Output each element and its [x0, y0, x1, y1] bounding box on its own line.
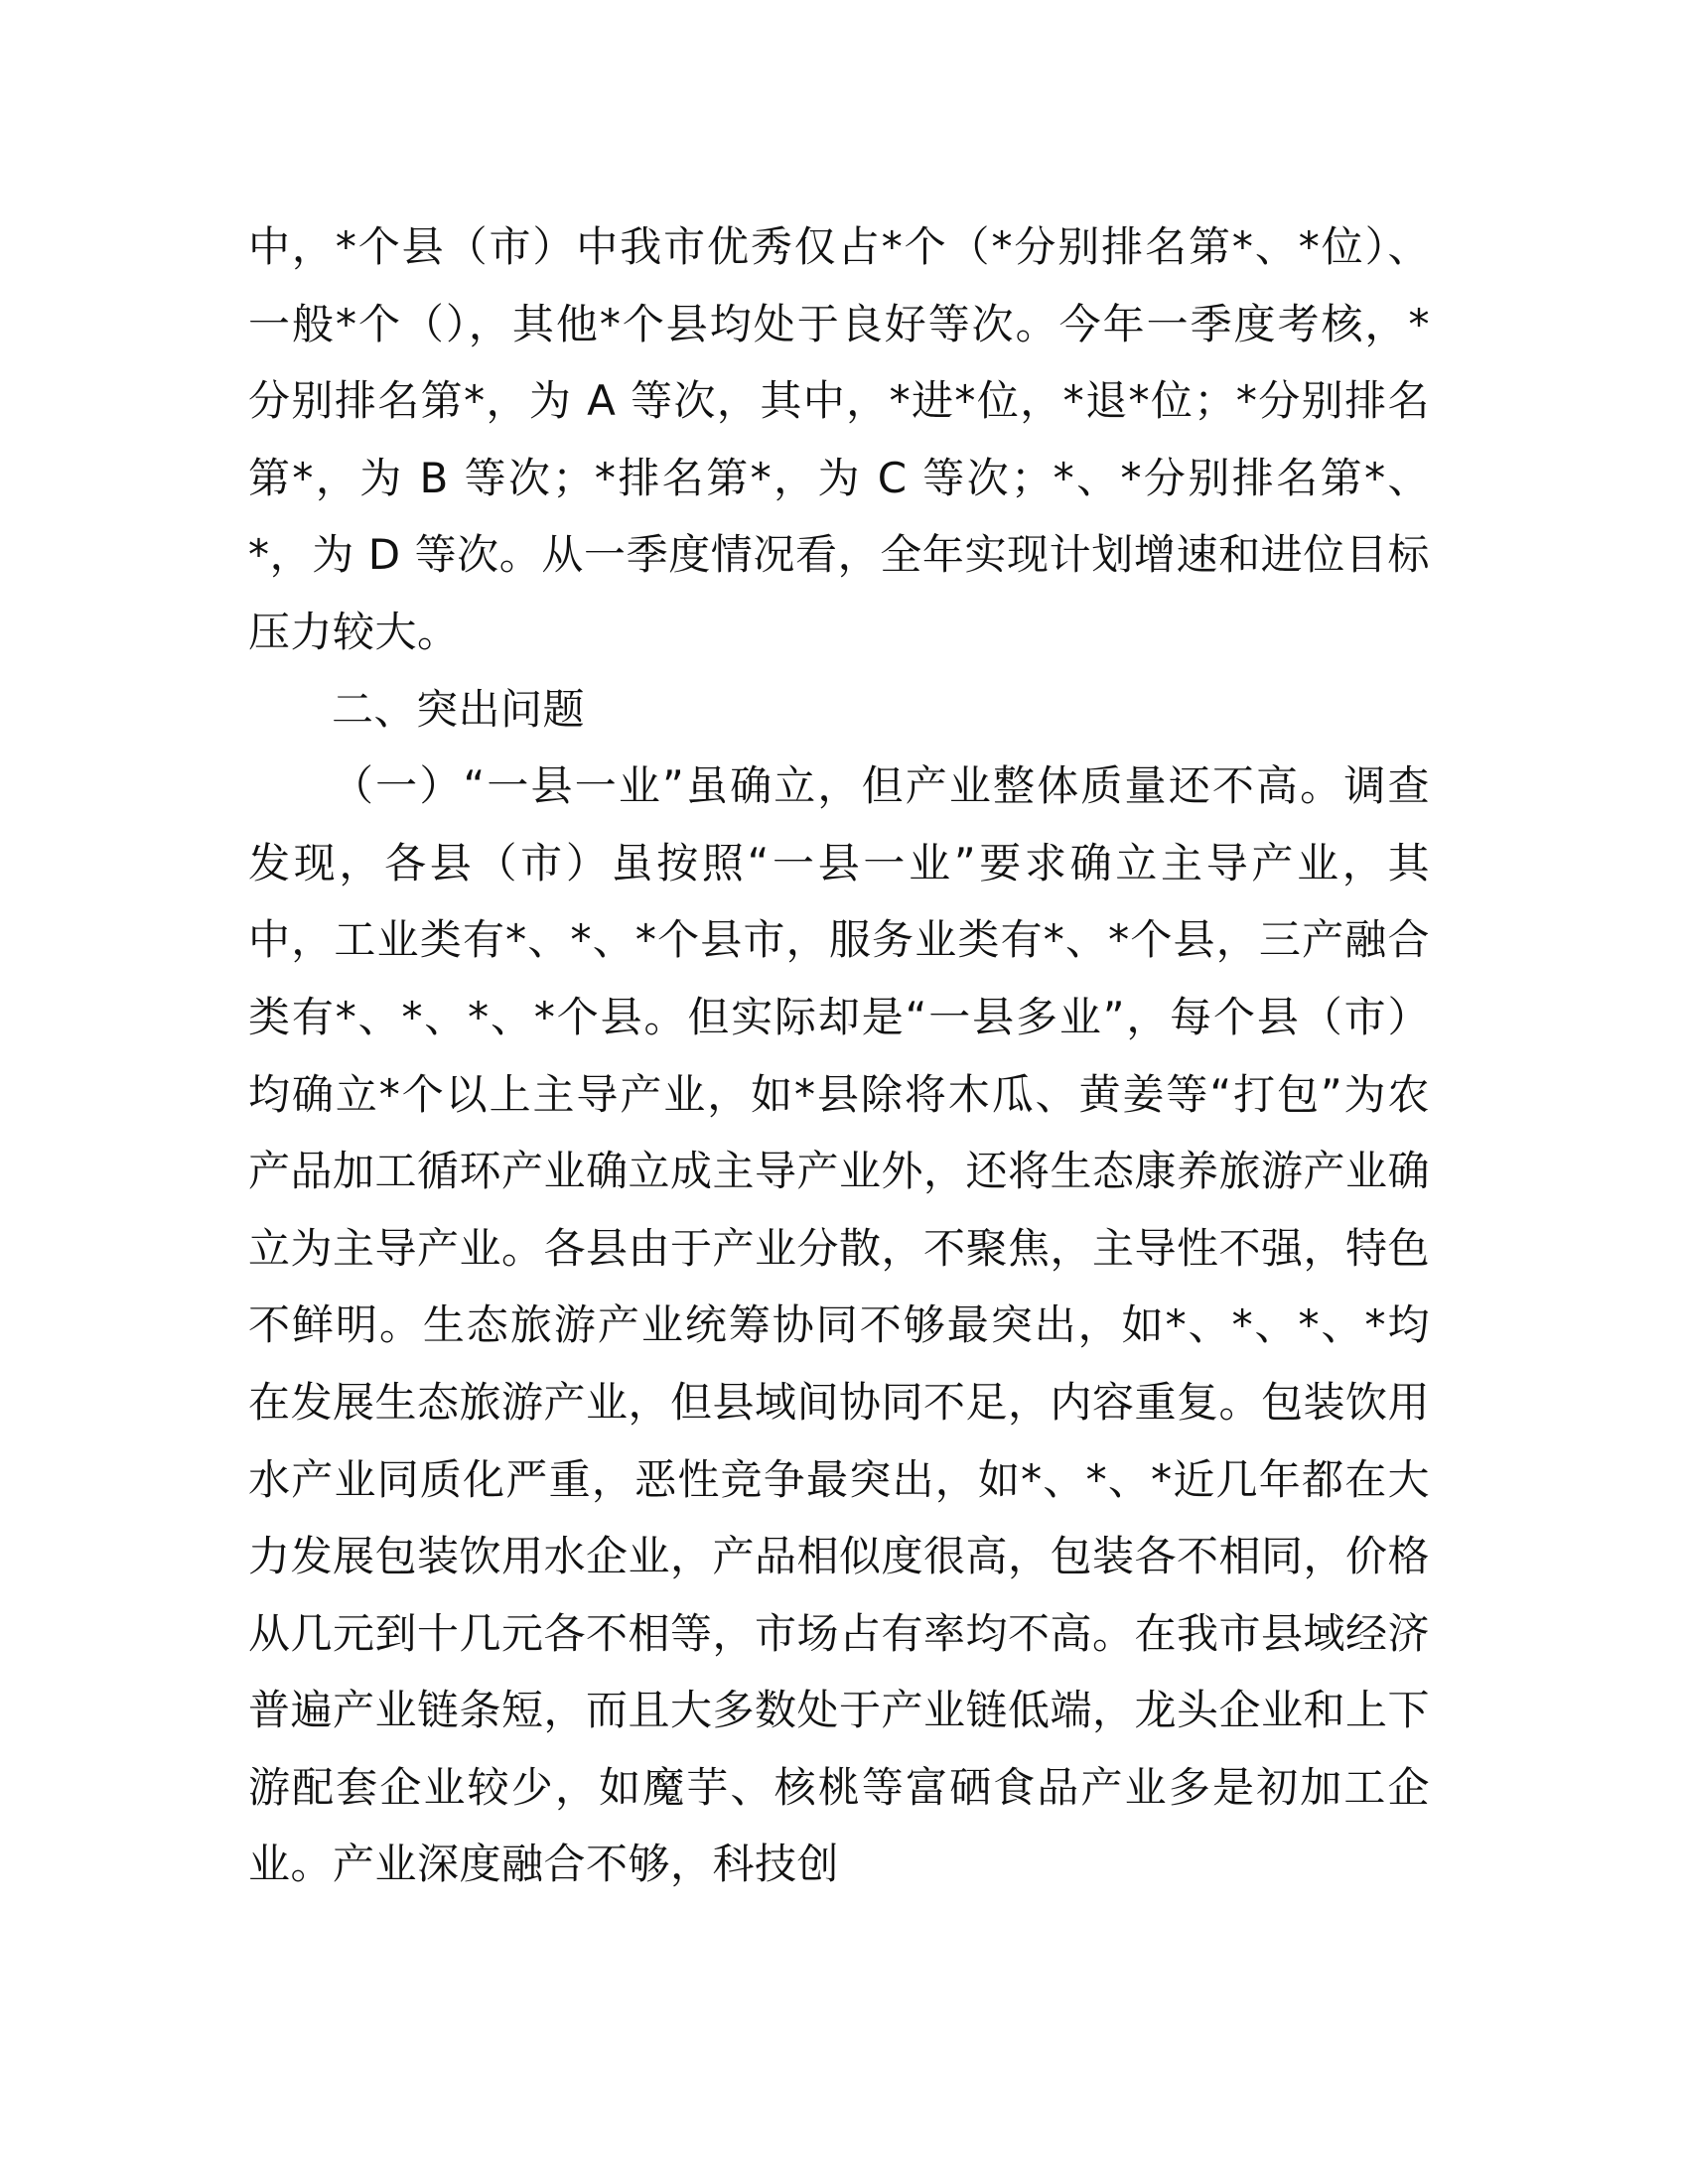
- section-heading: 二、突出问题: [332, 684, 586, 734]
- document-body: [248, 208, 1430, 1903]
- subsection-paragraph: （一）“一县一业”虽确立，但产业整体质量还不高。调查发现，各县（市）虽按照“一县一业”要求确立主导产业，其中，工业类有*、*、*个县市，服务业类有*、*个县，三产融合类有*、*、*、*个县。但实际却是“一县多业”，每个县（市）均确立*个以上主导产业，如*县除将木瓜、黄姜等“打包”为农产品加工循环产业确立成主导产业外，还将生态康养旅游产业确立为主导产业。各县由于产业分散，不聚焦，主导性不强，特色不鲜明。生态旅游产业统筹协同不够最突出，如*、*、*、*均在发展生态旅游产业，但县域间协同不足，内容重复。包装饮用水产业同质化严重，恶性竞争最突出，如*、*、*近几年都在大力发展包装饮用水企业，产品相似度很高，包装各不相同，价格从几元到十几元各不相等，市场占有率均不高。在我市县域经济普遍产业链条短，而且大多数处于产业链低端，龙头企业和上下游配套企业较少，如魔芋、核桃等富硒食品产业多是初加工企业。产业深度融合不够，科技创: [248, 761, 1431, 1889]
- continued-paragraph: 中，*个县（市）中我市优秀仅占*个（*分别排名第*、*位）、一般*个（），其他*个县均处于良好等次。今年一季度考核，*分别排名第*，为 A 等次，其中，*进*位，*退*位；*分别排名第*，为 B 等次；*排名第*，为 C 等次；*、*分别排名第*、*，为 D 等次。从一季度情况看，全年实现计划增速和进位目标压力较大。: [248, 222, 1430, 656]
